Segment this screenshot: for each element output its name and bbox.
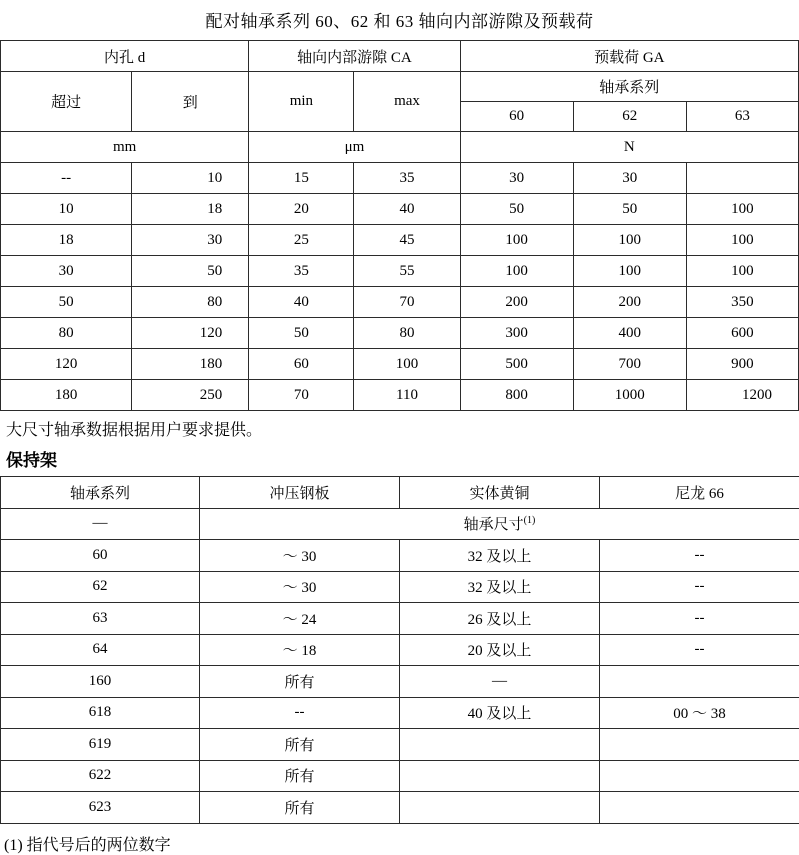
cell-max: 70 [354, 287, 460, 318]
cell-max: 80 [354, 318, 460, 349]
clearance-preload-table [0, 40, 799, 411]
cage-material-table [0, 476, 799, 824]
cell-nylon [600, 729, 799, 761]
cell-steel: ～ 30 [200, 571, 400, 603]
cell-p60: 100 [460, 225, 573, 256]
header-preload: 预载荷 GA [460, 41, 798, 72]
cell-p63: 600 [686, 318, 798, 349]
cell-brass: 20 及以上 [400, 634, 600, 666]
cell-steel: ～ 18 [200, 634, 400, 666]
table-row [1, 634, 799, 666]
cell-over: 80 [1, 318, 132, 349]
cell-p63: 100 [686, 194, 798, 225]
cell-min: 15 [249, 163, 354, 194]
table-row [1, 603, 799, 635]
cell-max: 100 [354, 349, 460, 380]
page-title: 配对轴承系列 60、62 和 63 轴向内部游隙及预载荷 [0, 0, 799, 40]
cell-p63 [686, 163, 798, 194]
cell-to: 80 [132, 287, 249, 318]
large-size-note: 大尺寸轴承数据根据用户要求提供。 [0, 411, 799, 444]
header-max: max [354, 72, 460, 132]
cell-p63: 100 [686, 225, 798, 256]
footnote: (1) 指代号后的两位数字 [0, 824, 799, 855]
cell-p60: 300 [460, 318, 573, 349]
cell-max: 110 [354, 380, 460, 411]
header-bore: 内孔 d [1, 41, 249, 72]
cell-to: 18 [132, 194, 249, 225]
cell-p60: 100 [460, 256, 573, 287]
unit-um: μm [249, 132, 460, 163]
table-header-row-series [1, 72, 799, 102]
cell-steel: 所有 [200, 760, 400, 792]
cell-over: 30 [1, 256, 132, 287]
cell-series: 622 [1, 760, 200, 792]
cell-to: 120 [132, 318, 249, 349]
cell-nylon: 00 ～ 38 [600, 697, 799, 729]
table-row [1, 256, 799, 287]
table-row [1, 163, 799, 194]
cell-brass [400, 792, 600, 824]
table-row [1, 792, 799, 824]
section-heading-cage: 保持架 [0, 444, 799, 476]
cell-p60: 200 [460, 287, 573, 318]
cell-to: 10 [132, 163, 249, 194]
cell-nylon [600, 760, 799, 792]
header-bearing-series: 轴承系列 [1, 477, 200, 509]
cell-max: 35 [354, 163, 460, 194]
cell-to: 30 [132, 225, 249, 256]
cell-over: 18 [1, 225, 132, 256]
header-nylon66: 尼龙 66 [600, 477, 799, 509]
cell-series: 63 [1, 603, 200, 635]
header-over: 超过 [1, 72, 132, 132]
cell-p60: 50 [460, 194, 573, 225]
cell-over: 180 [1, 380, 132, 411]
cell-p62: 1000 [573, 380, 686, 411]
cell-max: 55 [354, 256, 460, 287]
cell-nylon: -- [600, 540, 799, 572]
cell-series-dash: — [1, 508, 200, 540]
cell-p62: 400 [573, 318, 686, 349]
cell-p60: 800 [460, 380, 573, 411]
cell-brass [400, 729, 600, 761]
header-series-60: 60 [460, 102, 573, 132]
cell-series: 623 [1, 792, 200, 824]
cell-series: 64 [1, 634, 200, 666]
cell-steel: ～ 30 [200, 540, 400, 572]
table-row [1, 349, 799, 380]
cell-brass: 26 及以上 [400, 603, 600, 635]
cell-nylon [600, 792, 799, 824]
unit-mm: mm [1, 132, 249, 163]
header-series-63: 63 [686, 102, 798, 132]
cell-p62: 100 [573, 225, 686, 256]
table-header-row [1, 477, 799, 509]
cell-max: 45 [354, 225, 460, 256]
table-row [1, 225, 799, 256]
cell-series: 618 [1, 697, 200, 729]
table-row [1, 540, 799, 572]
table-row [1, 697, 799, 729]
table-row [1, 666, 799, 698]
header-steel-plate: 冲压钢板 [200, 477, 400, 509]
cell-steel: -- [200, 697, 400, 729]
cell-nylon: -- [600, 603, 799, 635]
cell-over: 50 [1, 287, 132, 318]
cell-over: -- [1, 163, 132, 194]
cell-p62: 30 [573, 163, 686, 194]
cell-min: 60 [249, 349, 354, 380]
cell-brass: 32 及以上 [400, 540, 600, 572]
header-clearance: 轴向内部游隙 CA [249, 41, 460, 72]
cell-series: 62 [1, 571, 200, 603]
cell-steel: ～ 24 [200, 603, 400, 635]
cell-min: 25 [249, 225, 354, 256]
cell-p60: 30 [460, 163, 573, 194]
cell-p62: 100 [573, 256, 686, 287]
cell-brass: 32 及以上 [400, 571, 600, 603]
cell-over: 120 [1, 349, 132, 380]
cell-min: 70 [249, 380, 354, 411]
cell-brass [400, 760, 600, 792]
cell-series: 619 [1, 729, 200, 761]
cell-p63: 350 [686, 287, 798, 318]
cell-over: 10 [1, 194, 132, 225]
cell-brass: — [400, 666, 600, 698]
cell-to: 50 [132, 256, 249, 287]
cell-steel: 所有 [200, 729, 400, 761]
cell-min: 50 [249, 318, 354, 349]
table-row [1, 729, 799, 761]
table-row [1, 760, 799, 792]
cell-min: 40 [249, 287, 354, 318]
header-to: 到 [132, 72, 249, 132]
table-row [1, 318, 799, 349]
cell-max: 40 [354, 194, 460, 225]
cell-brass: 40 及以上 [400, 697, 600, 729]
table-row [1, 194, 799, 225]
cell-p62: 700 [573, 349, 686, 380]
cell-to: 180 [132, 349, 249, 380]
bearing-size-footnote-marker: (1) [524, 515, 536, 526]
cell-p63: 100 [686, 256, 798, 287]
cell-series: 160 [1, 666, 200, 698]
header-min: min [249, 72, 354, 132]
cell-series: 60 [1, 540, 200, 572]
cell-nylon: -- [600, 571, 799, 603]
header-solid-brass: 实体黄铜 [400, 477, 600, 509]
table-row [1, 287, 799, 318]
cell-p60: 500 [460, 349, 573, 380]
header-series-62: 62 [573, 102, 686, 132]
table-subheader-row [1, 508, 799, 540]
table-row [1, 380, 799, 411]
cell-nylon [600, 666, 799, 698]
cell-min: 35 [249, 256, 354, 287]
table-row [1, 571, 799, 603]
header-bearing-series: 轴承系列 [460, 72, 798, 102]
table-units-row [1, 132, 799, 163]
table-header-row-groups [1, 41, 799, 72]
cell-p63: 900 [686, 349, 798, 380]
cell-steel: 所有 [200, 792, 400, 824]
unit-n: N [460, 132, 798, 163]
bearing-size-text: 轴承尺寸 [464, 517, 524, 533]
cell-min: 20 [249, 194, 354, 225]
cell-p63: 1200 [686, 380, 798, 411]
cell-p62: 200 [573, 287, 686, 318]
cell-p62: 50 [573, 194, 686, 225]
cell-bearing-size-label [200, 508, 799, 540]
cell-to: 250 [132, 380, 249, 411]
cell-steel: 所有 [200, 666, 400, 698]
cell-nylon: -- [600, 634, 799, 666]
